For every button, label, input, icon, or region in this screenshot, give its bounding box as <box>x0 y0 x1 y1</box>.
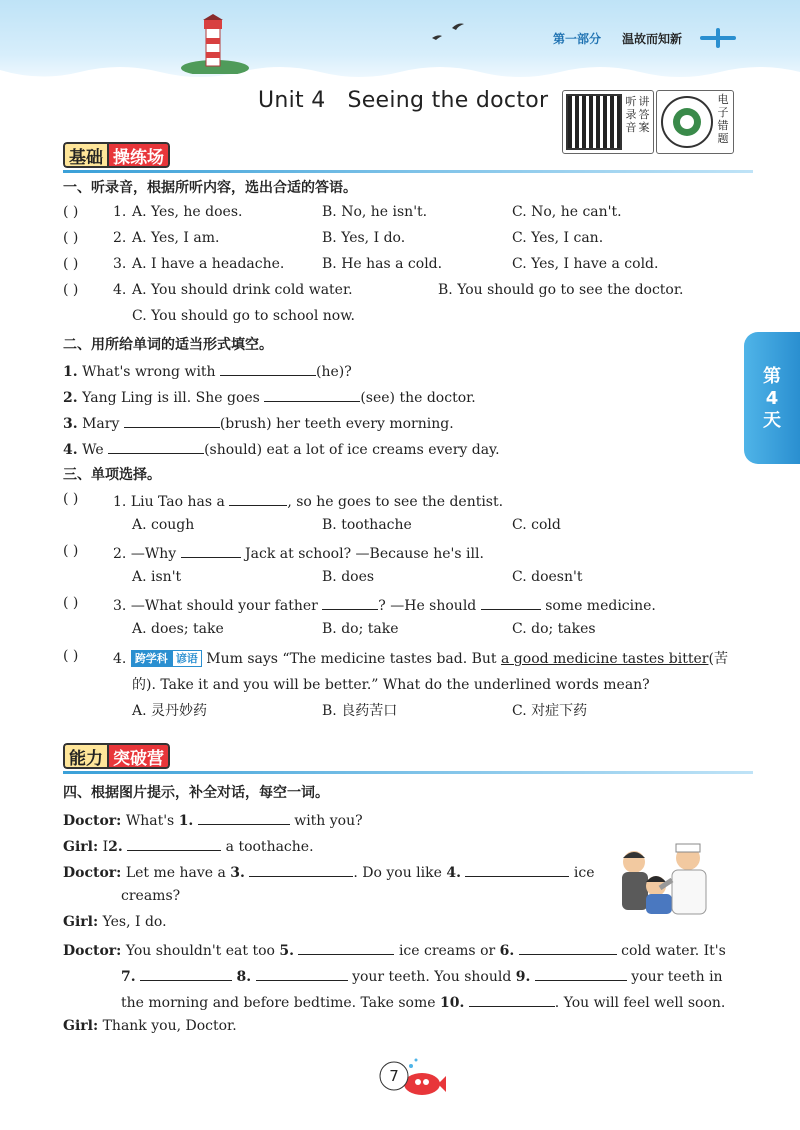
qr-box-wrongbook[interactable] <box>656 90 734 154</box>
mc-question-4: 4. 跨学科 谚语 Mum says “The medicine tastes bad. But a good medicine tastes bitter(苦 <box>113 651 728 667</box>
option-c: C. You should go to school now. <box>132 308 355 324</box>
fill-blank[interactable] <box>198 810 290 825</box>
section-divider <box>63 771 753 774</box>
fill-blank[interactable] <box>322 595 378 610</box>
answer-paren[interactable]: ( ) <box>63 648 79 664</box>
question-number: 4. <box>113 282 127 298</box>
fill-blank[interactable] <box>181 543 241 558</box>
option-a: A. Yes, I am. <box>132 230 220 246</box>
dialog-line-1: Doctor: What's 1. with you? <box>63 810 363 829</box>
option-b: B. No, he isn't. <box>322 204 428 220</box>
answer-paren[interactable]: ( ) <box>63 256 79 272</box>
page-title: Unit 4 Seeing the doctor <box>258 88 549 113</box>
dialog-line-3: Doctor: Let me have a 3. . Do you like 4. ice <box>63 862 595 881</box>
dialog-line-6: 7. 8. your teeth. You should 9. your teeth in <box>121 966 723 985</box>
question-number: 1. <box>113 204 127 220</box>
option-c: C. do; takes <box>512 621 596 637</box>
option-b: B. 良药苦口 <box>322 703 398 719</box>
qr-wrongbook-label: 电 子 错 题 <box>717 93 729 145</box>
part3-heading: 三、单项选择。 <box>63 467 161 483</box>
qr-box-audio[interactable] <box>562 90 654 154</box>
fill-blank[interactable] <box>481 595 541 610</box>
fill-item-1: 1. What's wrong with (he)? <box>63 361 352 380</box>
option-c: C. Yes, I can. <box>512 230 604 246</box>
fill-blank[interactable] <box>256 966 348 981</box>
option-c: C. Yes, I have a cold. <box>512 256 659 272</box>
fill-item-2: 2. Yang Ling is ill. She goes (see) the doctor. <box>63 387 476 406</box>
option-b: B. do; take <box>322 621 399 637</box>
option-a: A. does; take <box>132 621 224 637</box>
section-divider <box>63 170 753 173</box>
answer-paren[interactable]: ( ) <box>63 595 79 611</box>
bird-icon <box>430 20 470 42</box>
qr-code-icon[interactable] <box>566 94 622 150</box>
doctor-girl-illustration <box>612 836 716 916</box>
mc-question-4-line2: 的). Take it and you will be better.” What do the underlined words mean? <box>132 677 650 693</box>
fill-blank[interactable] <box>298 940 394 955</box>
fill-blank[interactable] <box>519 940 617 955</box>
option-b: B. toothache <box>322 517 412 533</box>
option-a: A. 灵丹妙药 <box>132 703 208 719</box>
fill-blank[interactable] <box>220 361 316 376</box>
dialog-line-2: Girl: I2. a toothache. <box>63 836 314 855</box>
fill-blank[interactable] <box>465 862 569 877</box>
underlined-phrase: a good medicine tastes bitter <box>501 651 709 667</box>
dialog-line-3-cont: creams? <box>121 888 181 904</box>
fill-blank[interactable] <box>229 491 287 506</box>
fill-item-4: 4. We (should) eat a lot of ice creams every day. <box>63 439 500 458</box>
answer-paren[interactable]: ( ) <box>63 491 79 507</box>
dialog-line-8: Girl: Thank you, Doctor. <box>63 1018 237 1034</box>
part2-heading: 二、用所给单词的适当形式填空。 <box>63 337 273 353</box>
option-c: C. 对症下药 <box>512 703 588 719</box>
part1-heading: 一、听录音，根据所听内容，选出合适的答语。 <box>63 180 357 196</box>
option-c: C. doesn't <box>512 569 583 585</box>
option-a: A. I have a headache. <box>132 256 285 272</box>
mc-question-2: 2. —Why Jack at school? —Because he's ill. <box>113 543 484 562</box>
answer-paren[interactable]: ( ) <box>63 543 79 559</box>
fill-blank[interactable] <box>469 992 555 1007</box>
header-subtitle: 温故而知新 <box>622 32 683 46</box>
option-a: A. isn't <box>132 569 182 585</box>
option-b: B. does <box>322 569 375 585</box>
option-b: B. Yes, I do. <box>322 230 406 246</box>
section-ability-tag: 能力 突破营 <box>63 743 170 769</box>
question-number: 2. <box>113 230 127 246</box>
header-decoration-icon <box>700 28 740 50</box>
option-b: B. He has a cold. <box>322 256 443 272</box>
lighthouse-illustration <box>180 14 250 74</box>
fill-blank[interactable] <box>108 439 204 454</box>
mc-question-1: 1. Liu Tao has a , so he goes to see the dentist. <box>113 491 503 510</box>
fill-blank[interactable] <box>264 387 360 402</box>
dialog-line-7: the morning and before bedtime. Take some 10. . You will feel well soon. <box>121 992 725 1011</box>
page-number: 7 <box>389 1067 399 1085</box>
option-a: A. You should drink cold water. <box>132 282 353 298</box>
option-a: A. cough <box>132 517 195 533</box>
cross-subject-badge: 跨学科 <box>131 650 172 667</box>
question-number: 3. <box>113 256 127 272</box>
fill-blank[interactable] <box>127 836 221 851</box>
option-c: C. cold <box>512 517 561 533</box>
header-wave <box>0 62 800 84</box>
answer-paren[interactable]: ( ) <box>63 230 79 246</box>
answer-paren[interactable]: ( ) <box>63 282 79 298</box>
fill-blank[interactable] <box>124 413 220 428</box>
dialog-line-5: Doctor: You shouldn't eat too 5. ice creams or 6. cold water. It's <box>63 940 726 959</box>
day-side-tab: 第 4 天 <box>744 332 800 464</box>
option-c: C. No, he can't. <box>512 204 622 220</box>
section-basic-tag: 基础 操练场 <box>63 142 170 168</box>
fill-item-3: 3. Mary (brush) her teeth every morning. <box>63 413 454 432</box>
qr-label-col2: 讲 答 案 <box>638 95 650 134</box>
answer-paren[interactable]: ( ) <box>63 204 79 220</box>
fill-blank[interactable] <box>249 862 353 877</box>
proverb-badge: 谚语 <box>172 650 202 667</box>
option-a: A. Yes, he does. <box>132 204 243 220</box>
option-b: B. You should go to see the doctor. <box>438 282 684 298</box>
dialog-line-4: Girl: Yes, I do. <box>63 914 167 930</box>
fill-blank[interactable] <box>140 966 232 981</box>
qr-label-col1: 听 录 音 <box>625 95 637 134</box>
mc-question-3: 3. —What should your father ? —He should some medicine. <box>113 595 656 614</box>
fill-blank[interactable] <box>535 966 627 981</box>
header-part-label: 第一部分 <box>553 32 602 46</box>
qr-code-icon[interactable] <box>660 95 714 149</box>
part4-heading: 四、根据图片提示，补全对话，每空一词。 <box>63 785 329 801</box>
